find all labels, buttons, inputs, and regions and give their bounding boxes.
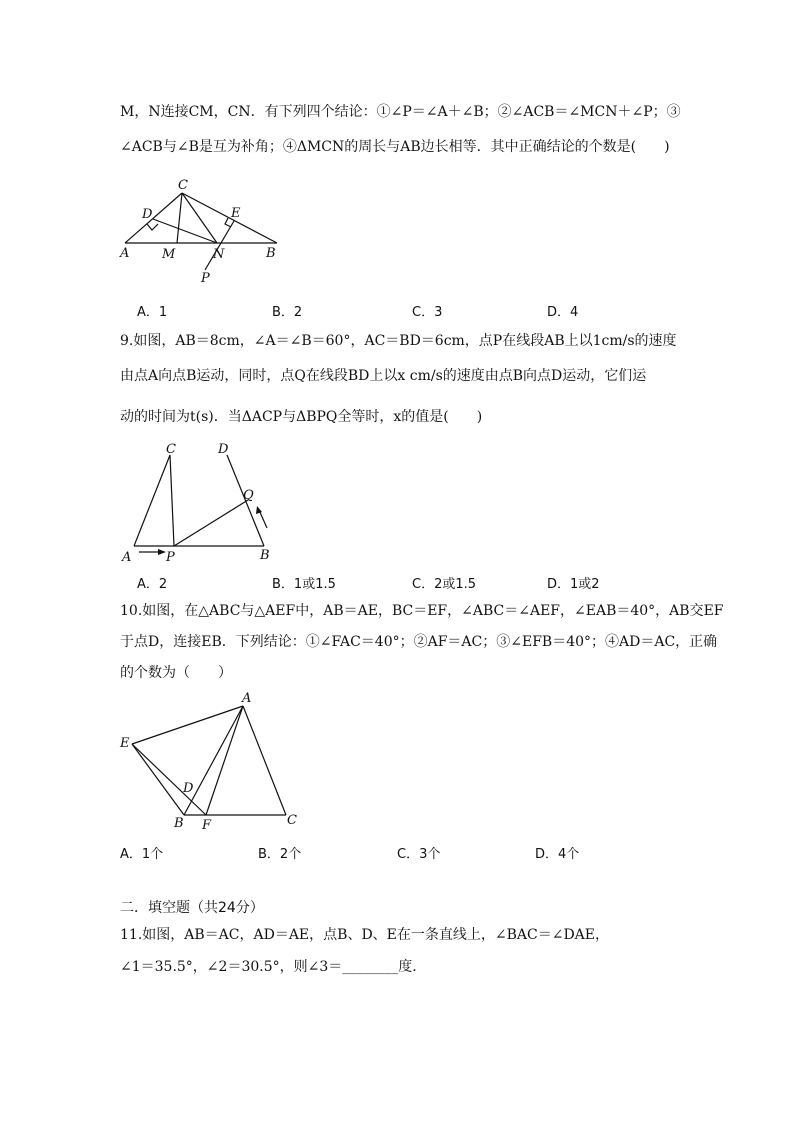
q11-text-line-1: 11.如图，AB＝AC，AD＝AE，点B、D、E在一条直线上，∠BAC＝∠DAE， [120, 927, 610, 943]
q9-text-line-3: 动的时间为t(s)．当ΔACP与ΔBPQ全等时，x的值是( ) [120, 409, 483, 425]
q10-label-d: D [183, 781, 194, 796]
q8-label-n: N [213, 247, 225, 262]
q11-text-line-2: ∠1＝35.5°，∠2＝30.5°，则∠3＝________度． [120, 959, 427, 975]
q8-text-line-2: ∠ACB与∠B是互为补角；④ΔMCN的周长与AB边长相等．其中正确结论的个数是( ) [120, 139, 670, 155]
q9-label-c: C [166, 442, 176, 457]
q10-option-c: C．3个 [397, 847, 441, 862]
q10-text-line-1: 10.如图，在△ABC与△AEF中，AB＝AE，BC＝EF，∠ABC＝∠AEF，∠EAB＝40°，AB交EF [120, 603, 724, 619]
q9-option-c: C．2或1.5 [412, 577, 477, 592]
q9-label-q: Q [243, 488, 254, 503]
section-title: 二．填空题（共24分） [120, 900, 264, 916]
q9-text-line-1: 9.如图，AB＝8cm，∠A＝∠B＝60°，AC＝BD＝6cm，点P在线段AB上以1cm/s的速度 [120, 333, 677, 349]
q8-option-b: B．2 [272, 305, 303, 320]
q10-label-a: A [242, 691, 252, 706]
q10-label-c: C [287, 813, 297, 828]
q9-text-line-2: 由点A向点B运动，同时，点Q在线段BD上以x cm/s的速度由点B向点D运动，它们运 [120, 368, 647, 384]
q9-option-d: D．1或2 [547, 577, 600, 592]
q8-label-c: C [178, 178, 188, 193]
q8-label-d: D [142, 207, 153, 222]
q10-label-b: B [174, 816, 184, 831]
q9-label-p: P [166, 550, 175, 565]
q9-option-b: B．1或1.5 [272, 577, 336, 592]
q10-option-d: D．4个 [535, 847, 580, 862]
q8-label-e: E [231, 206, 241, 221]
q8-option-c: C．3 [412, 305, 443, 320]
q8-option-d: D．4 [547, 305, 579, 320]
q8-option-a: A．1 [137, 305, 168, 320]
q9-label-b: B [260, 548, 270, 563]
q10-text-line-3: 的个数为（ ） [120, 665, 232, 681]
q9-option-a: A．2 [137, 577, 168, 592]
q9-label-a: A [122, 550, 132, 565]
q10-option-a: A．1个 [120, 847, 164, 862]
q8-label-a: A [120, 246, 130, 261]
q9-label-d: D [218, 442, 229, 457]
q10-label-f: F [202, 818, 212, 833]
q10-label-e: E [120, 736, 130, 751]
q8-label-p: P [201, 271, 210, 286]
q8-text-line-1: M，N连接CM，CN．有下列四个结论：①∠P＝∠A＋∠B；②∠ACB＝∠MCN＋∠P；③ [120, 104, 681, 120]
q10-text-line-2: 于点D，连接EB．下列结论：①∠FAC＝40°；②AF＝AC；③∠EFB＝40°；④AD＝AC，正确 [120, 634, 718, 650]
q8-label-b: B [266, 246, 276, 261]
q10-option-b: B．2个 [258, 847, 302, 862]
q8-label-m: M [162, 247, 176, 262]
